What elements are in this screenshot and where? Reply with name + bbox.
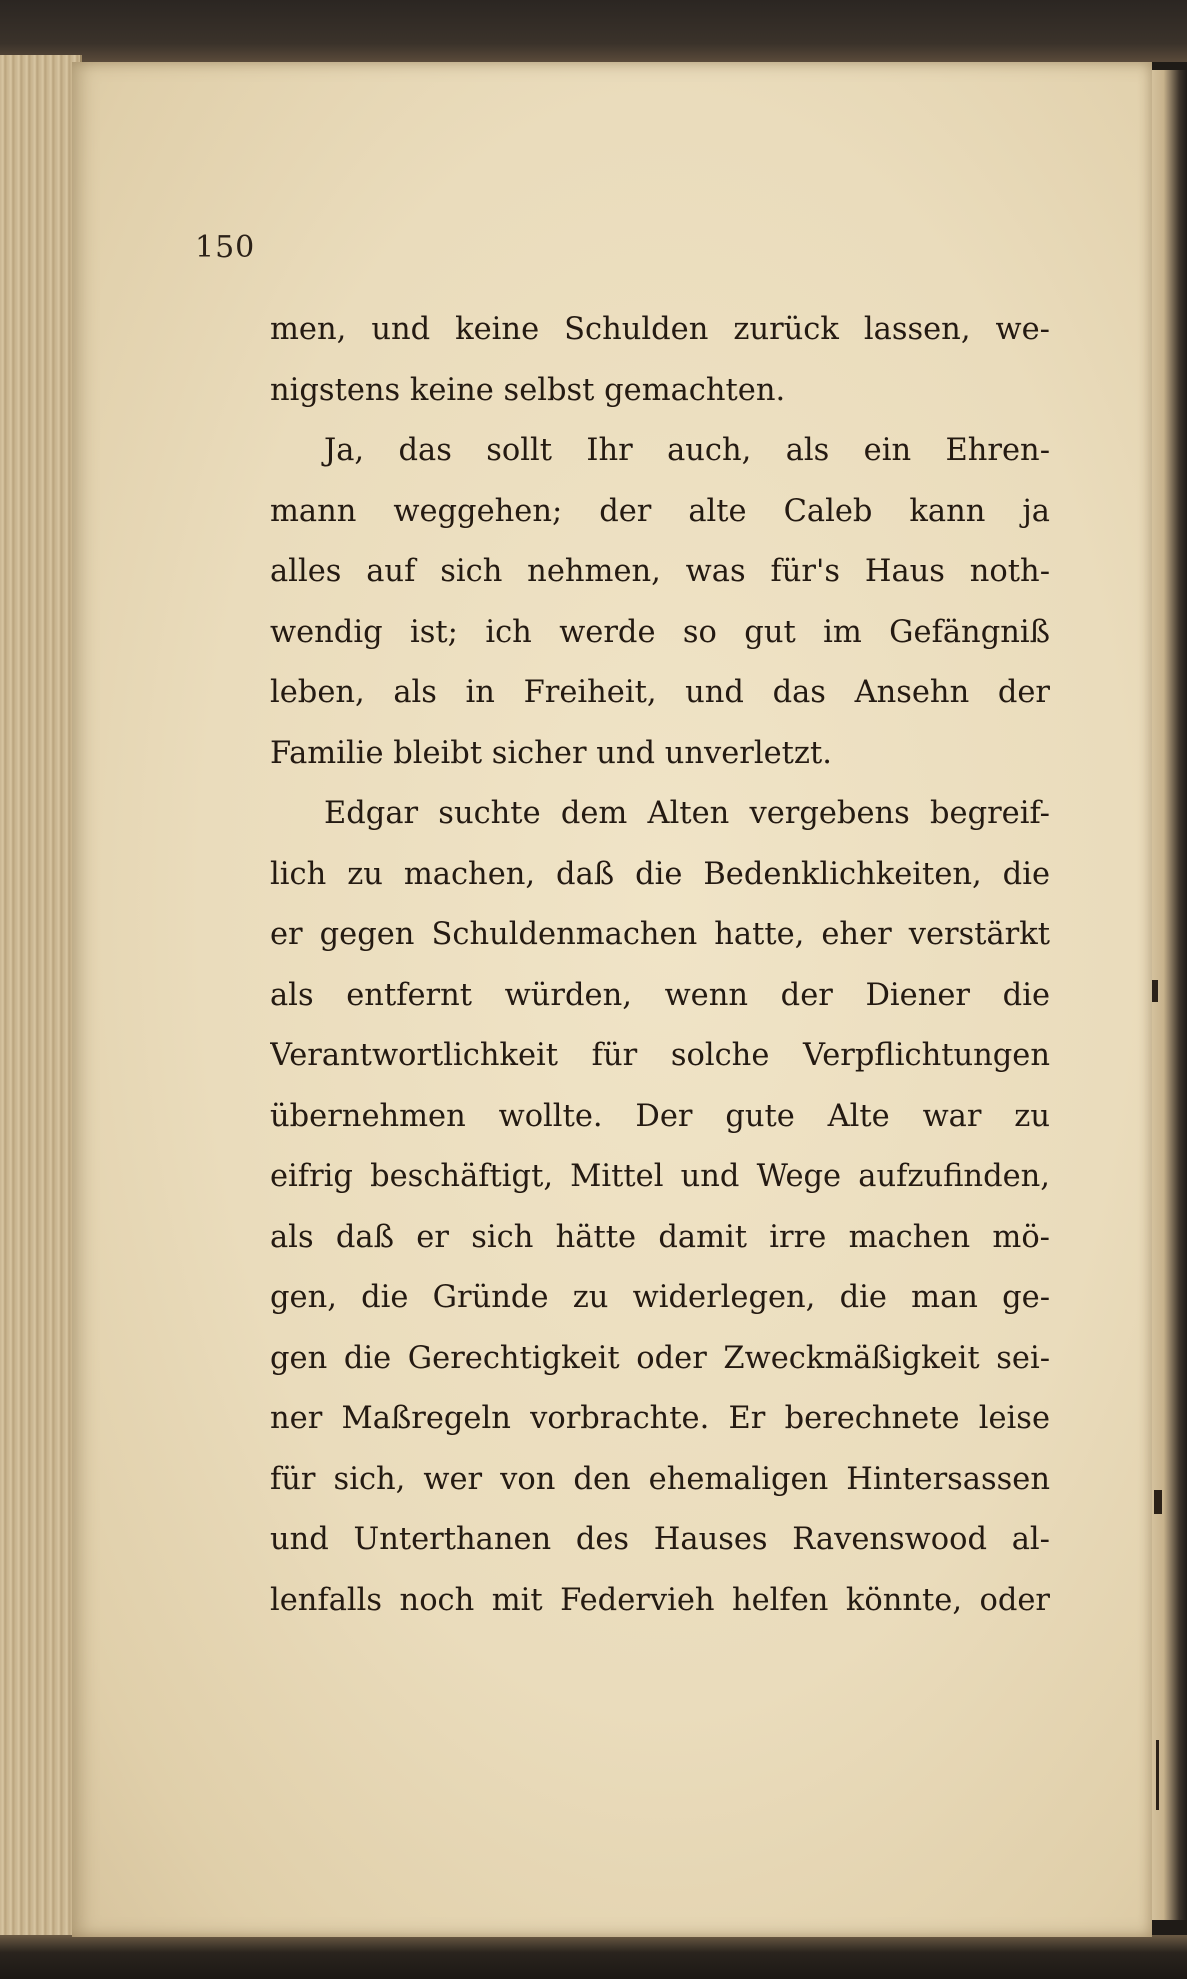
text-line: gen die Gerechtigkeit oder Zweckmäßigkeit sei- xyxy=(270,1340,1050,1376)
text-line: Ja, das sollt Ihr auch, als ein Ehren- xyxy=(324,433,1050,468)
paragraph xyxy=(270,784,1050,1631)
text-line: Verantwortlichkeit für solche Verpflichtungen xyxy=(270,1038,1050,1073)
text-line: wendig ist; ich werde so gut im Gefängniß xyxy=(270,614,1050,650)
page-body-text xyxy=(270,300,1050,1631)
text-line: und Unterthanen des Hauses Ravenswood al- xyxy=(270,1522,1050,1557)
page-number: 150 xyxy=(195,230,256,265)
text-line: men, und keine Schulden zurück lassen, we- xyxy=(270,312,1050,347)
text-line: nigstens keine selbst gemachten. xyxy=(270,372,786,408)
text-line: gen, die Gründe zu widerlegen, die man ge- xyxy=(270,1280,1050,1315)
text-line: lich zu machen, daß die Bedenklichkeiten, die xyxy=(270,856,1050,892)
text-line: lenfalls noch mit Federvieh helfen könnte, oder xyxy=(270,1582,1050,1618)
right-edge-marks xyxy=(1150,60,1187,1920)
binding-bottom-edge xyxy=(0,1935,1187,1979)
text-line: ner Maßregeln vorbrachte. Er berechnete leise xyxy=(270,1401,1050,1436)
text-line: eifrig beschäftigt, Mittel und Wege aufzufinden, xyxy=(270,1159,1050,1194)
binding-top-edge xyxy=(0,0,1187,62)
text-line: als daß er sich hätte damit irre machen mö- xyxy=(270,1219,1050,1255)
left-page-stack xyxy=(0,55,82,1945)
text-line: Edgar suchte dem Alten vergebens begreif- xyxy=(324,796,1050,831)
text-line: Familie bleibt sicher und unverletzt. xyxy=(270,735,832,771)
text-line: leben, als in Freiheit, und das Ansehn der xyxy=(270,675,1050,710)
text-line: für sich, wer von den ehemaligen Hintersassen xyxy=(270,1461,1050,1497)
text-line: als entfernt würden, wenn der Diener die xyxy=(270,977,1050,1013)
paragraph xyxy=(270,300,1050,421)
text-line: übernehmen wollte. Der gute Alte war zu xyxy=(270,1098,1050,1134)
text-line: mann weggehen; der alte Caleb kann ja xyxy=(270,493,1050,529)
text-line: er gegen Schuldenmachen hatte, eher verstärkt xyxy=(270,917,1050,952)
paragraph xyxy=(270,421,1050,784)
text-line: alles auf sich nehmen, was für's Haus noth- xyxy=(270,554,1050,589)
